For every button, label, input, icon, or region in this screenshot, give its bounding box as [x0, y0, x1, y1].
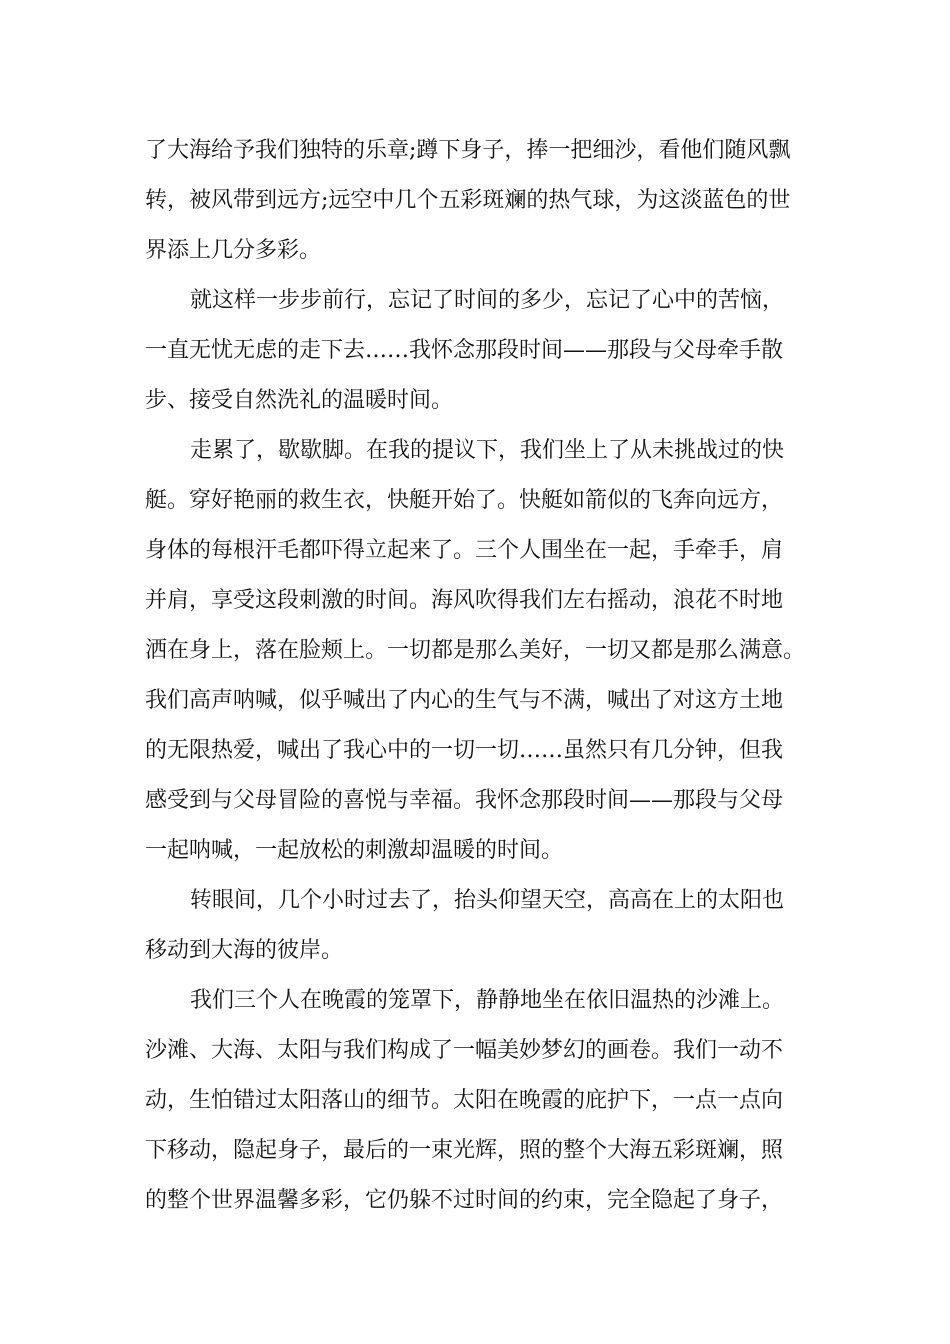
text-line: 我们高声呐喊，似乎喊出了内心的生气与不满，喊出了对这方土地 — [145, 688, 784, 713]
text-line: 艇。穿好艳丽的救生衣，快艇开始了。快艇如箭似的飞奔向远方， — [145, 488, 784, 513]
text-line: 了大海给予我们独特的乐章;蹲下身子，捧一把细沙，看他们随风飘 — [145, 138, 791, 163]
text-line: 我们三个人在晚霞的笼罩下，静静地坐在依旧温热的沙滩上。 — [190, 988, 785, 1013]
text-line: 沙滩、大海、太阳与我们构成了一幅美妙梦幻的画卷。我们一动不 — [145, 1038, 784, 1063]
text-line: 界添上几分多彩。 — [145, 238, 322, 263]
text-line: 的无限热爱，喊出了我心中的一切一切……虽然只有几分钟，但我 — [145, 738, 784, 763]
text-line: 就这样一步步前行，忘记了时间的多少，忘记了心中的苦恼， — [190, 288, 785, 313]
text-line: 一直无忧无虑的走下去……我怀念那段时间——那段与父母牵手散 — [145, 338, 784, 363]
text-line: 步、接受自然洗礼的温暖时间。 — [145, 388, 454, 413]
text-line: 转，被风带到远方;远空中几个五彩斑斓的热气球，为这淡蓝色的世 — [145, 188, 791, 213]
text-line: 并肩，享受这段刺激的时间。海风吹得我们左右摇动，浪花不时地 — [145, 588, 784, 613]
text-line: 动，生怕错过太阳落山的细节。太阳在晚霞的庇护下，一点一点向 — [145, 1088, 784, 1113]
text-line: 下移动，隐起身子，最后的一束光辉，照的整个大海五彩斑斓，照 — [145, 1138, 784, 1163]
text-line: 一起呐喊，一起放松的刺激却温暖的时间。 — [145, 838, 564, 863]
text-line: 洒在身上，落在脸颊上。一切都是那么美好，一切又都是那么满意。 — [145, 638, 806, 663]
text-line: 走累了，歇歇脚。在我的提议下，我们坐上了从未挑战过的快 — [190, 438, 785, 463]
text-line: 移动到大海的彼岸。 — [145, 938, 344, 963]
text-line: 转眼间，几个小时过去了，抬头仰望天空，高高在上的太阳也 — [190, 888, 785, 913]
text-line: 的整个世界温馨多彩，它仍躲不过时间的约束，完全隐起了身子， — [145, 1188, 784, 1213]
text-line: 感受到与父母冒险的喜悦与幸福。我怀念那段时间——那段与父母 — [145, 788, 784, 813]
text-line: 身体的每根汗毛都吓得立起来了。三个人围坐在一起，手牵手，肩 — [145, 538, 784, 563]
body-text — [145, 126, 825, 1226]
